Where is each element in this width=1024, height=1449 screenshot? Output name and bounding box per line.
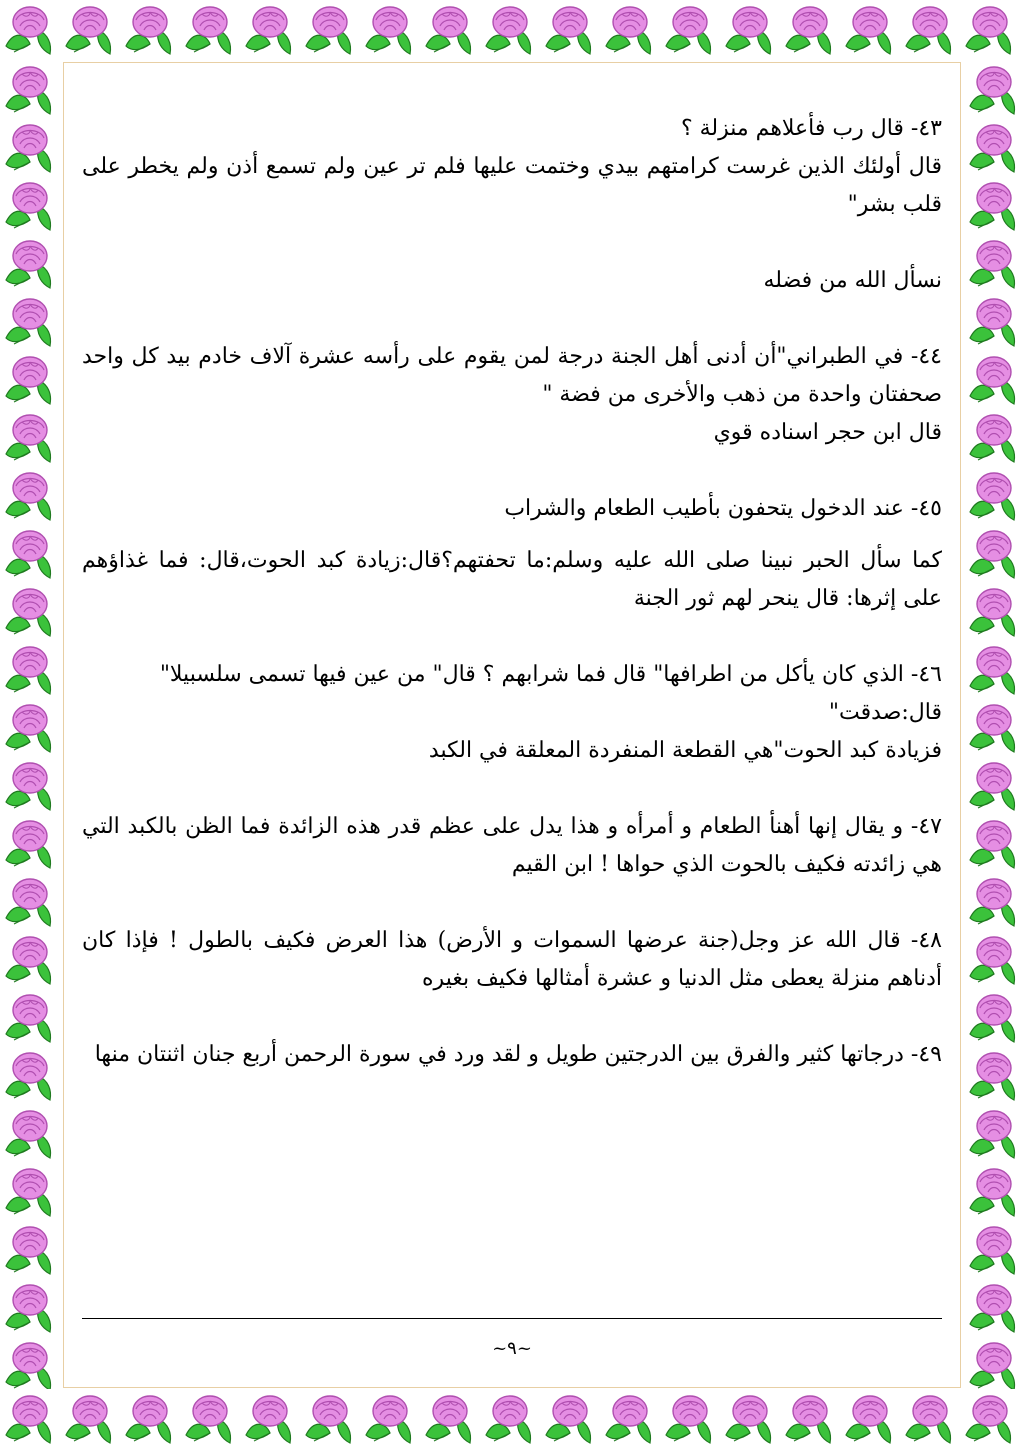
rose-icon [120, 1389, 180, 1447]
rose-icon [964, 814, 1024, 872]
rose-icon [0, 1046, 60, 1104]
rose-icon [964, 350, 1024, 408]
rose-icon [720, 1389, 780, 1447]
footer-rule [82, 1318, 942, 1319]
spacer [82, 528, 942, 542]
document-body [82, 110, 942, 1074]
rose-icon [0, 1104, 60, 1162]
rose-icon [780, 0, 840, 58]
rose-icon [420, 0, 480, 58]
spacer [82, 300, 942, 338]
rose-icon [964, 640, 1024, 698]
rose-icon [964, 466, 1024, 524]
rose-icon [0, 350, 60, 408]
rose-icon [964, 292, 1024, 350]
rose-icon [0, 1220, 60, 1278]
supplication-line: نسأل الله من فضله [763, 268, 942, 293]
item-47-text: ٤٧- و يقال إنها أهنأ الطعام و أمرأه و هذا يدل على عظم قدر هذه الزائدة فما الظن بالكبد التي هي زائدته فكيف بالحوت الذي حواها ! ابن القيم [82, 814, 942, 877]
rose-icon [964, 698, 1024, 756]
rose-icon [964, 60, 1024, 118]
rose-icon [964, 1046, 1024, 1104]
item-46-explanation: فزيادة كبد الحوت"هي القطعة المنفردة المعلقة في الكبد [428, 738, 942, 763]
rose-icon [0, 292, 60, 350]
spacer [82, 224, 942, 262]
rose-icon [964, 408, 1024, 466]
rose-icon [964, 988, 1024, 1046]
rose-icon [540, 1389, 600, 1447]
item-49-text: ٤٩- درجاتها كثير والفرق بين الدرجتين طويل و لقد ورد في سورة الرحمن أربع جنان اثنتان منها [94, 1042, 942, 1067]
rose-icon [0, 988, 60, 1046]
item-43-question: ٤٣- قال رب فأعلاهم منزلة ؟ [680, 116, 942, 141]
rose-icon [540, 0, 600, 58]
rose-icon [0, 756, 60, 814]
rose-icon [0, 582, 60, 640]
rose-icon [0, 1162, 60, 1220]
rose-icon [1020, 1389, 1024, 1447]
rose-icon [720, 0, 780, 58]
rose-icon [960, 1389, 1020, 1447]
item-46-text: ٤٦- الذي كان يأكل من اطرافها" قال فما شرابهم ؟ قال" من عين فيها تسمى سلسبيلا" [159, 662, 942, 687]
rose-icon [900, 0, 960, 58]
rose-icon [300, 0, 360, 58]
rose-icon [600, 0, 660, 58]
rose-icon [480, 0, 540, 58]
rose-icon [0, 408, 60, 466]
rose-icon [964, 930, 1024, 988]
rose-icon [660, 0, 720, 58]
item-46-reply: قال:صدقت" [828, 700, 942, 725]
rose-icon [60, 0, 120, 58]
item-45-title: ٤٥- عند الدخول يتحفون بأطيب الطعام والشراب [504, 496, 942, 521]
rose-icon [0, 698, 60, 756]
rose-icon [964, 524, 1024, 582]
rose-icon [964, 1104, 1024, 1162]
rose-icon [300, 1389, 360, 1447]
rose-icon [120, 0, 180, 58]
rose-icon [1020, 0, 1024, 58]
rose-icon [964, 756, 1024, 814]
item-43-answer: قال أولئك الذين غرست كرامتهم بيدي وختمت عليها فلم تر عين ولم تسمع أذن ولم يخطر على قلب بشر" [82, 154, 942, 217]
rose-icon [0, 118, 60, 176]
spacer [82, 618, 942, 656]
rose-icon [964, 176, 1024, 234]
rose-icon [0, 1389, 60, 1447]
item-44-hadith: ٤٤- في الطبراني"أن أدنى أهل الجنة درجة لمن يقوم على رأسه عشرة آلاف خادم بيد كل واحد صحفتان واحدة من ذهب والأخرى من فضة " [82, 344, 942, 407]
item-48-text: ٤٨- قال الله عز وجل(جنة عرضها السموات و الأرض) هذا العرض فكيف بالطول ! فإذا كان أدناهم منزلة يعطى مثل الدنيا و عشرة أمثالها فكيف بغيره [82, 928, 942, 991]
border-bottom [0, 1389, 1024, 1449]
spacer [82, 998, 942, 1036]
rose-icon [780, 1389, 840, 1447]
rose-icon [180, 1389, 240, 1447]
rose-icon [964, 1278, 1024, 1336]
rose-icon [600, 1389, 660, 1447]
rose-icon [964, 872, 1024, 930]
rose-icon [964, 1220, 1024, 1278]
rose-icon [60, 1389, 120, 1447]
rose-icon [0, 466, 60, 524]
rose-icon [0, 1278, 60, 1336]
rose-icon [480, 1389, 540, 1447]
rose-icon [964, 582, 1024, 640]
rose-icon [0, 930, 60, 988]
rose-icon [840, 0, 900, 58]
rose-icon [0, 176, 60, 234]
spacer [82, 770, 942, 808]
rose-icon [0, 872, 60, 930]
rose-icon [420, 1389, 480, 1447]
rose-icon [0, 234, 60, 292]
rose-icon [0, 60, 60, 118]
rose-icon [0, 0, 60, 58]
rose-icon [960, 0, 1020, 58]
border-left [0, 60, 60, 1389]
spacer [82, 884, 942, 922]
item-45-hadith: كما سأل الحبر نبينا صلى الله عليه وسلم:ما تحفتهم؟قال:زيادة كبد الحوت،قال: فما غذاؤهم على إثرها: قال ينحر لهم ثور الجنة [82, 548, 942, 611]
rose-icon [964, 1162, 1024, 1220]
border-right [964, 60, 1024, 1389]
rose-icon [0, 814, 60, 872]
rose-icon [240, 1389, 300, 1447]
rose-icon [180, 0, 240, 58]
rose-icon [900, 1389, 960, 1447]
rose-icon [964, 118, 1024, 176]
rose-icon [360, 1389, 420, 1447]
rose-icon [240, 0, 300, 58]
border-top [0, 0, 1024, 60]
rose-icon [0, 640, 60, 698]
page-number: ~٩~ [492, 1338, 532, 1359]
rose-icon [660, 1389, 720, 1447]
rose-icon [964, 234, 1024, 292]
item-44-grading: قال ابن حجر اسناده قوي [713, 420, 942, 445]
rose-icon [840, 1389, 900, 1447]
spacer [82, 452, 942, 490]
rose-icon [360, 0, 420, 58]
rose-icon [0, 524, 60, 582]
